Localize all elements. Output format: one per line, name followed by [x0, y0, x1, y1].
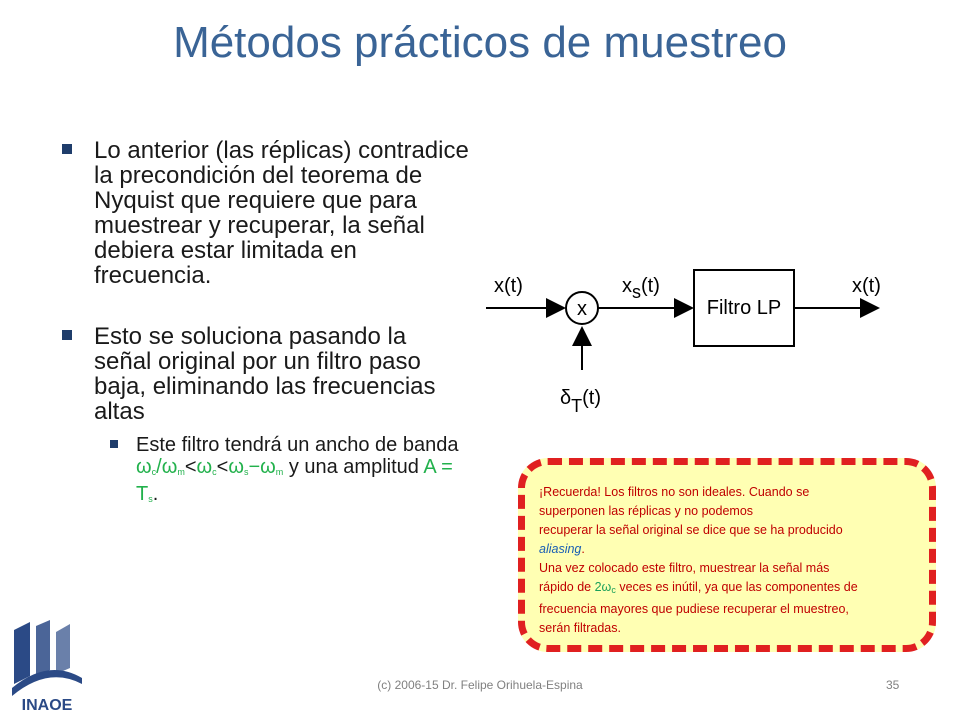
- input-label: x(t): [494, 275, 523, 297]
- bullet-list: [60, 138, 470, 510]
- impulse-train-label: δT(t): [560, 387, 602, 416]
- double-cutoff-term: $2\omega_c$: [594, 580, 616, 595]
- logo-text: INAOE: [21, 697, 73, 714]
- slide-title: Métodos prácticos de muestreo: [173, 18, 787, 67]
- bullet-square-icon: [62, 330, 72, 340]
- bullet-square-icon: [62, 144, 72, 154]
- sub-bullet-mid: y una amplitud: [288, 456, 419, 478]
- callout-text: ¡Recuerda! Los filtros no son ideales. Cuando se superponen las réplicas y no podemos recuperar la señal original se dice que se ha producido aliasing. Una vez colocado este filtro, muestrear la señal más rápido de $2\omega_c$ veces es inútil, ya que las componentes de frecuencia mayores que pudiese recuperar el muestreo, serán filtradas.: [539, 485, 858, 635]
- filter-label: Filtro LP: [706, 297, 782, 319]
- footer-credit: (c) 2006-15 Dr. Felipe Orihuela-Espina: [377, 678, 583, 692]
- sub-bullet-prefix: Este filtro tendrá un ancho de banda: [136, 434, 459, 456]
- amplitude-expression: $A = T_s$: [136, 456, 453, 505]
- bullet-2-text: Esto se soluciona pasando la señal original por un filtro paso baja, eliminando las frecuencias altas: [94, 323, 436, 425]
- sub-bullet-1: Este filtro tendrá un ancho de banda $\omega_c/\omega_m<\omega_c<\omega_s-\omega_m$ y una amplitud $A = T_s$.: [60, 434, 470, 510]
- multiplier-label: x: [577, 298, 587, 320]
- aliasing-term: aliasing: [539, 542, 582, 556]
- xs-label: xs(t): [622, 275, 660, 302]
- sampling-block-diagram: [482, 262, 902, 422]
- output-label: x(t): [852, 275, 881, 297]
- bandwidth-condition: $\omega_c/\omega_m$: [136, 456, 185, 478]
- bullet-1-text: Lo anterior (las réplicas) contradice la precondición del teorema de Nyquist que requiere que para muestrear y recuperar, la señal debiera estar limitada en frecuencia.: [94, 137, 469, 289]
- bullet-2: [60, 324, 470, 424]
- sub-bullet-square-icon: [110, 440, 118, 448]
- inaoe-logo-icon: [8, 618, 86, 714]
- bullet-1: [60, 138, 470, 288]
- page-number: 35: [886, 678, 900, 692]
- reminder-callout: [518, 458, 936, 652]
